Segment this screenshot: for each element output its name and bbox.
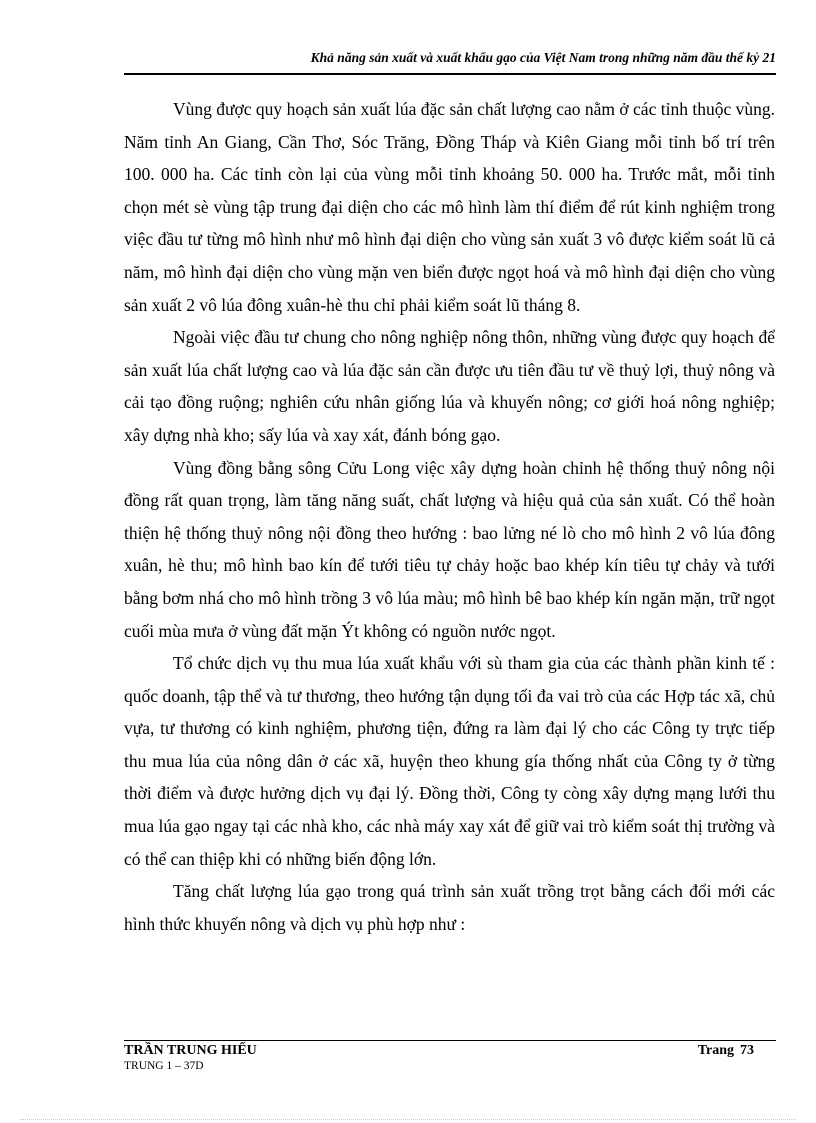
paragraph-4: Tổ chức dịch vụ thu mua lúa xuất khẩu với sù tham gia của các thành phần kinh tế : quốc doanh, tập thể và tư thương, theo hướng tận dụng tối đa vai trò của các Hợp tác xã, chủ vựa, tư thương có kinh nghiệm, phương tiện, đứng ra làm đại lý cho các Công ty trực tiếp thu mua lúa của nông dân ở các xã, huyện theo khung gía thống nhất của Công ty ở từng thời điểm và được hưởng dịch vụ đại lý. Đồng thời, Công ty còng xây dựng mạng lưới thu mua lúa gạo ngay tại các nhà kho, các nhà máy xay xát để giữ vai trò kiểm soát thị trường và có thể can thiệp khi có những biến động lớn. bbox=[124, 653, 775, 869]
running-header-title: Khả năng sản xuất và xuất khẩu gạo của Việt Nam trong những năm đầu thế kỷ 21 bbox=[310, 50, 776, 65]
paragraph-1: Vùng được quy hoạch sản xuất lúa đặc sản chất lượng cao nằm ở các tỉnh thuộc vùng. Năm tỉnh An Giang, Cần Thơ, Sóc Trăng, Đồng Tháp và Kiên Giang mỗi tỉnh bố trí trên 100. 000 ha. Các tỉnh còn lại của vùng mỗi tỉnh khoảng 50. 000 ha. Trước mắt, mỗi tỉnh chọn mét sè vùng tập trung đại diện cho các mô hình làm thí điểm để rút kinh nghiệm trong việc đầu tư từng mô hình như mô hình đại diện cho vùng sản xuất 3 vô được kiểm soát lũ cả năm, mô hình đại diện cho vùng mặn ven biển được ngọt hoá và mô hình đại diện cho vùng sản xuất 2 vô lúa đông xuân-hè thu chỉ phải kiểm soát lũ tháng 8. bbox=[124, 99, 775, 315]
paragraph-2: Ngoài việc đầu tư chung cho nông nghiệp nông thôn, những vùng được quy hoạch để sản xuất lúa chất lượng cao và lúa đặc sản cần được ưu tiên đầu tư về thuỷ lợi, thuỷ nông và cải tạo đồng ruộng; nghiên cứu nhân giống lúa và khuyến nông; cơ giới hoá nông nghiệp; xây dựng nhà kho; sấy lúa và xay xát, đánh bóng gạo. bbox=[124, 327, 775, 445]
page-label: Trang bbox=[697, 1043, 734, 1058]
header-divider bbox=[124, 73, 776, 75]
page-number: 73 bbox=[740, 1043, 754, 1058]
footer-author: TRẦN TRUNG HIẾU bbox=[124, 1043, 257, 1058]
footer-page-number bbox=[692, 1043, 754, 1059]
paragraph-3: Vùng đồng bằng sông Cửu Long việc xây dựng hoàn chỉnh hệ thống thuỷ nông nội đồng rất quan trọng, làm tăng năng suất, chất lượng và hiệu quả của sản xuất. Có thể hoàn thiện hệ thống thuỷ nông nội đồng theo hướng : bao lửng né lò cho mô hình 2 vô lúa đông xuân, hè thu; mô hình bao kín để tưới tiêu tự chảy hoặc bao khép kín tiêu tự chảy và tưới bằng bơm nhá cho mô hình trồng 3 vô lúa màu; mô hình bê bao khép kín ngăn mặn, trữ ngọt cuối mùa mưa ở vùng đất mặn Ýt không có nguồn nước ngọt. bbox=[124, 457, 775, 641]
page-bottom-edge bbox=[20, 1119, 796, 1120]
footer-divider bbox=[124, 1040, 776, 1041]
paragraph-5: Tăng chất lượng lúa gạo trong quá trình sản xuất trồng trọt bằng cách đổi mới các hình thức khuyến nông và dịch vụ phù hợp như : bbox=[124, 881, 775, 934]
document-body bbox=[124, 93, 775, 940]
footer-class-code: TRUNG 1 – 37D bbox=[124, 1060, 204, 1072]
